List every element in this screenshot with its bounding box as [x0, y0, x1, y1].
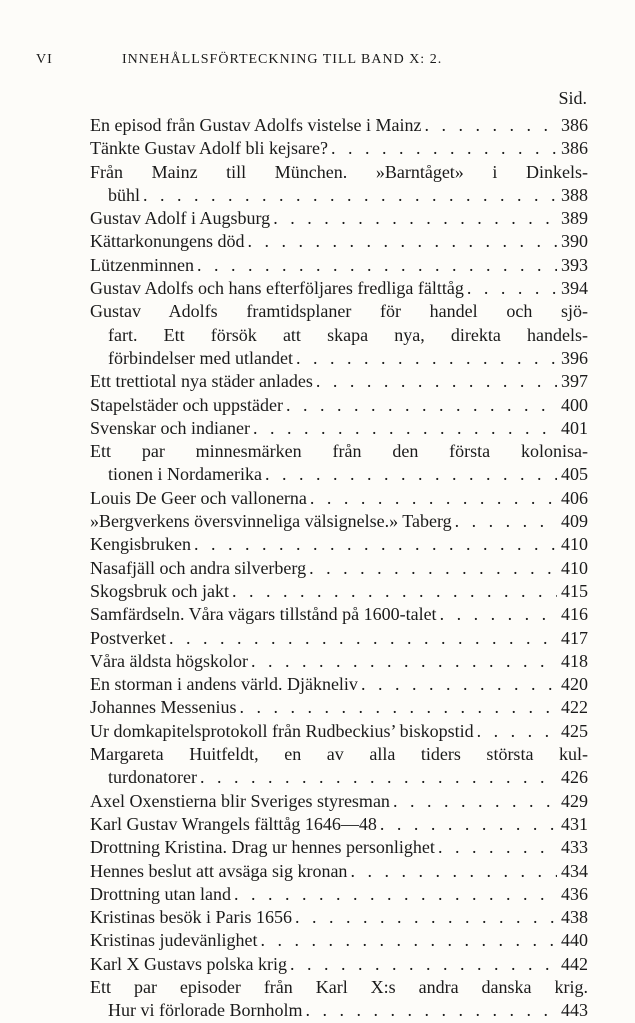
toc-entry-title: förbindelser med utlandet [108, 347, 293, 368]
toc-entry-line [90, 184, 588, 207]
toc-entry [90, 720, 588, 743]
toc-entry-line [90, 207, 588, 230]
toc-entry [90, 929, 588, 952]
toc-entry-title: bühl [108, 184, 141, 205]
toc-entry [90, 533, 588, 556]
toc-entry [90, 370, 588, 393]
toc-entry-line [90, 463, 588, 486]
toc-entry [90, 394, 588, 417]
toc-entry-line [90, 696, 588, 719]
leader-dots [194, 533, 557, 556]
toc-entry-title: Drottning utan land [90, 883, 231, 904]
toc-entry-title: fart. Ett försök att skapa nya, direkta handels- [108, 324, 588, 345]
toc-entry [90, 906, 588, 929]
toc-entry-title: Tänkte Gustav Adolf bli kejsare? [90, 138, 328, 159]
toc-entry-title: Karl X Gustavs polska krig [90, 953, 287, 974]
toc-entry-title: En storman i andens värld. Djäkneliv [90, 674, 358, 695]
toc-entry-title: turdonatorer [108, 767, 197, 788]
toc-entry-line [90, 440, 588, 463]
toc-entry-line [90, 906, 588, 929]
toc-entry [90, 230, 588, 253]
toc-entry [90, 603, 588, 626]
toc-entry-line [90, 673, 588, 696]
toc-entry [90, 813, 588, 836]
toc-entry-line [90, 137, 588, 160]
leader-dots [477, 720, 557, 743]
leader-dots [260, 929, 557, 952]
toc-entry-title: Hur vi förlorade Bornholm [108, 1000, 303, 1021]
toc-entry [90, 440, 588, 487]
toc-entry-title: Skogsbruk och jakt [90, 580, 229, 601]
toc-entry [90, 277, 588, 300]
leader-dots [305, 999, 557, 1022]
toc-entry [90, 953, 588, 976]
leader-dots [424, 114, 557, 137]
toc-page-number: 409 [561, 511, 588, 532]
toc-page-number: 436 [561, 883, 588, 904]
leader-dots [309, 557, 557, 580]
toc-entry [90, 673, 588, 696]
toc-page-number: 431 [561, 813, 588, 834]
toc-entry-line [90, 766, 588, 789]
toc-entry-title: Hennes beslut att avsäga sig kronan [90, 860, 348, 881]
toc-entry-line [90, 603, 588, 626]
toc-page-number: 405 [561, 464, 588, 485]
leader-dots [440, 603, 557, 626]
toc-entry-line [90, 510, 588, 533]
leader-dots [380, 813, 557, 836]
toc-entry-title: Axel Oxenstierna blir Sveriges styresman [90, 790, 390, 811]
running-title: INNEHÅLLSFÖRTECKNING TILL BAND X: 2. [122, 52, 443, 67]
toc-entry-line [90, 417, 588, 440]
toc-page-number: 420 [561, 674, 588, 695]
leader-dots [234, 883, 557, 906]
toc-entry-line [90, 277, 588, 300]
toc-page-number: 390 [561, 231, 588, 252]
toc-entry [90, 836, 588, 859]
toc-entry-line [90, 300, 588, 323]
toc-page-number: 442 [561, 953, 588, 974]
toc-entry-title: Lützenminnen [90, 254, 194, 275]
toc-entry-line [90, 650, 588, 673]
toc-entry-title: Gustav Adolfs och hans efterföljares fredliga fälttåg [90, 278, 464, 299]
toc-entry-title: »Bergverkens översvinneliga välsignelse.» Taberg [90, 511, 452, 532]
toc-entry-title: Karl Gustav Wrangels fälttåg 1646—48 [90, 813, 377, 834]
toc-entry-line [90, 883, 588, 906]
leader-dots [286, 394, 557, 417]
toc-entry [90, 696, 588, 719]
toc-entry-line [90, 627, 588, 650]
toc-entry-line [90, 254, 588, 277]
page-column-label: Sid. [558, 88, 587, 108]
toc-page-number: 438 [561, 907, 588, 928]
toc-entry-title: Stapelstäder och uppstäder [90, 394, 283, 415]
leader-dots [265, 463, 557, 486]
toc-entry [90, 207, 588, 230]
leader-dots [251, 650, 557, 673]
toc-entry-line [90, 487, 588, 510]
toc-entry [90, 254, 588, 277]
toc-entry-title: Svenskar och indianer [90, 417, 250, 438]
toc-entry-title: Louis De Geer och vallonerna [90, 487, 307, 508]
toc-entry-title: Våra äldsta högskolor [90, 650, 248, 671]
toc-entry-line [90, 999, 588, 1022]
toc-entry [90, 300, 588, 370]
toc-entry-title: tionen i Nordamerika [108, 464, 262, 485]
toc-page-number: 386 [561, 115, 588, 135]
leader-dots [197, 254, 557, 277]
leader-dots [455, 510, 557, 533]
toc-entry [90, 883, 588, 906]
leader-dots [296, 347, 557, 370]
toc-entry-line [90, 580, 588, 603]
toc-entry-line [90, 813, 588, 836]
leader-dots [169, 627, 557, 650]
toc-entry [90, 114, 588, 137]
toc-entry-line [90, 743, 588, 766]
leader-dots [290, 953, 557, 976]
page-number: VI [36, 52, 53, 67]
toc-entry [90, 790, 588, 813]
toc-page-number: 389 [561, 208, 588, 229]
table-of-contents [90, 114, 588, 1023]
leader-dots [232, 580, 557, 603]
toc-page-number: 434 [561, 860, 588, 881]
toc-page-number: 396 [561, 347, 588, 368]
toc-entry-line [90, 230, 588, 253]
toc-entry [90, 860, 588, 883]
toc-entry-line [90, 114, 588, 137]
toc-page-number: 394 [561, 278, 588, 299]
toc-entry-title: Kristinas judevänlighet [90, 930, 258, 951]
toc-entry-title: Ett trettiotal nya städer anlades [90, 371, 313, 392]
toc-entry [90, 487, 588, 510]
toc-entry-line [90, 394, 588, 417]
toc-entry-line [90, 953, 588, 976]
toc-entry-title: Kristinas besök i Paris 1656 [90, 907, 292, 928]
toc-page-number: 410 [561, 534, 588, 555]
toc-entry-title: Ur domkapitelsprotokoll från Rudbeckius’ biskopstid [90, 720, 474, 741]
toc-entry [90, 650, 588, 673]
toc-entry [90, 976, 588, 1023]
leader-dots [316, 370, 557, 393]
toc-page-number: 386 [561, 138, 588, 159]
toc-entry-title: Ett par episoder från Karl X:s andra danska krig. [90, 976, 588, 997]
toc-page-number: 401 [561, 417, 588, 438]
toc-page-number: 429 [561, 790, 588, 811]
toc-entry-line [90, 720, 588, 743]
toc-entry-title: Johannes Messenius [90, 697, 237, 718]
toc-entry [90, 743, 588, 790]
toc-entry [90, 161, 588, 208]
toc-entry-title: Kengisbruken [90, 534, 191, 555]
leader-dots [350, 860, 557, 883]
toc-page-number: 416 [561, 604, 588, 625]
leader-dots [331, 137, 557, 160]
toc-entry [90, 510, 588, 533]
toc-entry [90, 137, 588, 160]
toc-entry-title: Gustav Adolf i Augsburg [90, 208, 271, 229]
toc-entry-line [90, 370, 588, 393]
toc-entry-title: Nasafjäll och andra silverberg [90, 557, 307, 578]
leader-dots [467, 277, 557, 300]
toc-entry-line [90, 836, 588, 859]
leader-dots [295, 906, 557, 929]
leader-dots [361, 673, 557, 696]
toc-page-number: 433 [561, 837, 588, 858]
toc-page-number: 400 [561, 394, 588, 415]
toc-entry-title: Postverket [90, 627, 166, 648]
toc-page-number: 422 [561, 697, 588, 718]
leader-dots [393, 790, 557, 813]
toc-entry [90, 580, 588, 603]
toc-page-number: 406 [561, 487, 588, 508]
toc-entry-title: Margareta Huitfeldt, en av alla tiders största kul- [90, 744, 588, 765]
toc-entry-title: En episod från Gustav Adolfs vistelse i Mainz [90, 115, 422, 135]
toc-entry-title: Ett par minnesmärken från den första kolonisa- [90, 441, 588, 462]
toc-entry-title: Drottning Kristina. Drag ur hennes personlighet [90, 837, 435, 858]
toc-entry-line [90, 324, 588, 347]
leader-dots [240, 696, 558, 719]
toc-entry-title: Kättarkonungens död [90, 231, 245, 252]
toc-page-number: 440 [561, 930, 588, 951]
leader-dots [310, 487, 557, 510]
toc-page-number: 388 [561, 184, 588, 205]
toc-entry [90, 417, 588, 440]
toc-entry [90, 627, 588, 650]
toc-entry-line [90, 161, 588, 184]
toc-page-number: 410 [561, 557, 588, 578]
leader-dots [253, 417, 557, 440]
toc-entry-title: Gustav Adolfs framtidsplaner för handel och sjö- [90, 301, 588, 322]
toc-page-number: 417 [561, 627, 588, 648]
toc-page-number: 426 [561, 767, 588, 788]
toc-entry-line [90, 790, 588, 813]
leader-dots [247, 230, 557, 253]
toc-entry [90, 557, 588, 580]
toc-entry-title: Från Mainz till München. »Barntåget» i Dinkels- [90, 161, 588, 182]
leader-dots [143, 184, 557, 207]
toc-page-number: 425 [561, 720, 588, 741]
toc-entry-line [90, 860, 588, 883]
toc-page-number: 415 [561, 580, 588, 601]
leader-dots [200, 766, 557, 789]
toc-entry-line [90, 557, 588, 580]
toc-entry-title: Samfärdseln. Våra vägars tillstånd på 1600-talet [90, 604, 437, 625]
toc-entry-line [90, 347, 588, 370]
toc-entry-line [90, 533, 588, 556]
toc-page-number: 443 [561, 1000, 588, 1021]
toc-page-number: 397 [561, 371, 588, 392]
leader-dots [273, 207, 557, 230]
toc-page-number: 418 [561, 650, 588, 671]
toc-page-number: 393 [561, 254, 588, 275]
leader-dots [438, 836, 557, 859]
toc-entry-line [90, 929, 588, 952]
